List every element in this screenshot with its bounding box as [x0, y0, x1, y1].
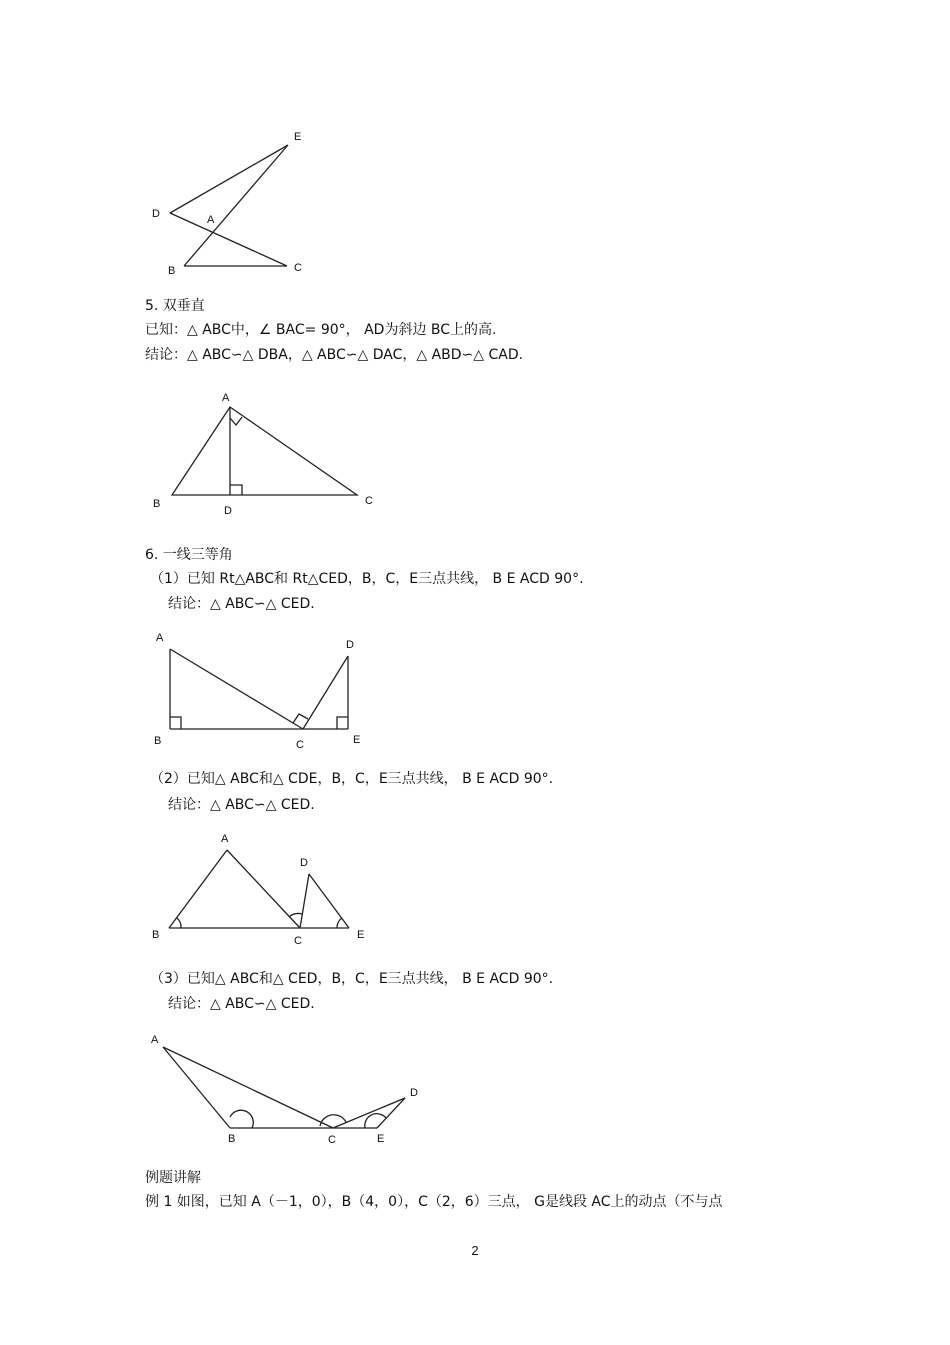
section5-heading: 5. 双垂直: [145, 298, 205, 314]
label-a: A: [222, 392, 230, 404]
label-e: E: [357, 929, 365, 941]
label-e: E: [294, 131, 302, 143]
case2-conclusion: 结论：△ ABC∽△ CED.: [168, 797, 315, 813]
segment-ac: [163, 1047, 333, 1128]
label-a: A: [151, 1034, 159, 1046]
label-d: D: [300, 857, 308, 869]
label-b: B: [228, 1133, 236, 1145]
segment-ab: [163, 1047, 230, 1128]
segment-cd: [333, 1098, 405, 1128]
page-number: 2: [471, 1243, 479, 1258]
label-c: C: [365, 495, 373, 507]
label-e: E: [353, 734, 361, 746]
label-c: C: [294, 935, 302, 947]
case1-given: （1）已知 Rt△ABC和 Rt△CED，B，C，E三点共线， B E ACD 90°.: [150, 571, 584, 587]
label-c: C: [296, 739, 304, 751]
segment-de: [377, 1098, 405, 1128]
label-d: D: [224, 505, 232, 517]
example-heading: 例题讲解: [145, 1170, 201, 1186]
label-b: B: [152, 929, 160, 941]
section5-given: 已知：△ ABC中，∠ BAC= 90°， AD为斜边 BC上的高.: [145, 322, 497, 338]
label-e: E: [377, 1133, 385, 1145]
section5-conclusion: 结论：△ ABC∽△ DBA，△ ABC∽△ DAC，△ ABD∽△ CAD.: [145, 347, 524, 363]
case2-given: （2）已知△ ABC和△ CDE，B，C，E三点共线， B E ACD 90°.: [150, 771, 554, 787]
label-a: A: [156, 632, 164, 644]
case1-conclusion: 结论：△ ABC∽△ CED.: [168, 596, 315, 612]
section6-heading: 6. 一线三等角: [145, 547, 233, 563]
case3-given: （3）已知△ ABC和△ CED，B，C，E三点共线， B E ACD 90°.: [150, 971, 554, 987]
label-a: A: [221, 833, 229, 845]
angle-arc-b: [230, 1110, 253, 1128]
label-b: B: [154, 735, 162, 747]
label-d: D: [152, 208, 160, 220]
label-b: B: [153, 498, 161, 510]
case3-conclusion: 结论：△ ABC∽△ CED.: [168, 996, 315, 1012]
label-d: D: [346, 639, 354, 651]
label-b: B: [168, 265, 176, 277]
label-c: C: [294, 262, 302, 274]
label-d: D: [410, 1087, 418, 1099]
label-c: C: [328, 1134, 336, 1146]
label-a: A: [207, 214, 215, 226]
example-text: 例 1 如图，已知 A（－1，0），B（4，0），C（2，6）三点， G是线段 AC上的动点（不与点: [145, 1194, 723, 1210]
